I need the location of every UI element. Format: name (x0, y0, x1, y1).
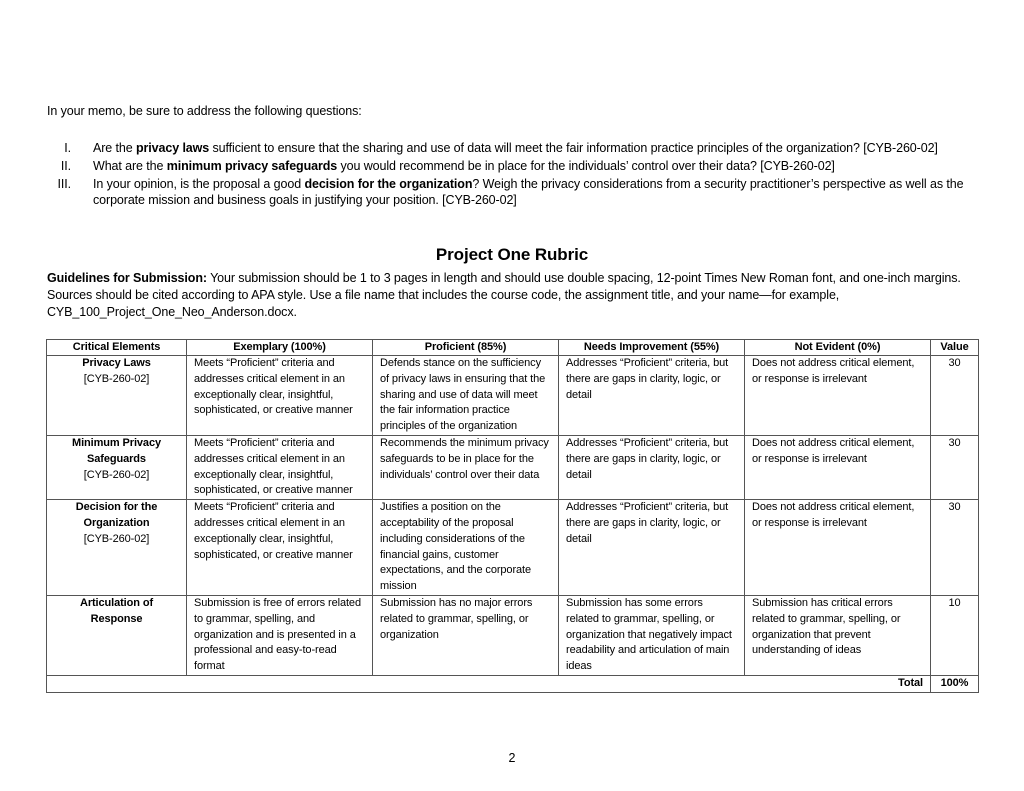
header-exemplary: Exemplary (100%) (187, 340, 373, 356)
not-evident-cell: Submission has critical errors related to grammar, spelling, or organization that prevent understanding of ideas (745, 595, 931, 675)
header-proficient: Proficient (85%) (373, 340, 559, 356)
total-value: 100% (931, 675, 979, 692)
question-keyword: minimum privacy safeguards (166, 159, 338, 173)
question-keyword: privacy laws (135, 141, 210, 155)
question-text-start: What are the (93, 159, 167, 173)
not-evident-cell: Does not address critical element, or response is irrelevant (745, 356, 931, 436)
table-header-row (47, 340, 979, 356)
question-number: III. (57, 177, 71, 191)
question-text-end: ? Weigh the privacy considerations from a security practitioner’s perspective as well as the corporate mission and business goals in justifying your position. [CYB-260-02] (93, 177, 964, 207)
header-not-evident: Not Evident (0%) (745, 340, 931, 356)
critical-element-cell (47, 435, 187, 499)
header-value: Value (931, 340, 979, 356)
critical-element-code: [CYB-260-02] (83, 468, 150, 481)
value-cell: 30 (931, 500, 979, 596)
table-row (47, 595, 979, 675)
table-row (47, 500, 979, 596)
critical-element-cell (47, 500, 187, 596)
critical-element-name: Decision for the Organization (75, 501, 158, 529)
needs-improvement-cell: Addresses “Proficient” criteria, but there are gaps in clarity, logic, or detail (559, 356, 745, 436)
critical-element-code: [CYB-260-02] (83, 372, 150, 385)
question-text-start: Are the (93, 141, 136, 155)
question-list (47, 140, 982, 210)
exemplary-cell: Meets “Proficient” criteria and addresses critical element in an exceptionally clear, insightful, sophisticated, or creative manner (187, 435, 373, 499)
question-item (47, 158, 982, 174)
rubric-title: Project One Rubric (435, 245, 589, 264)
question-keyword: decision for the organization (304, 177, 473, 191)
value-cell: 30 (931, 356, 979, 436)
question-text-start: In your opinion, is the proposal a good (93, 177, 305, 191)
proficient-cell: Justifies a position on the acceptability of the proposal including considerations of the financial gains, customer expectations, and the corporate mission (373, 500, 559, 596)
critical-element-code: [CYB-260-02] (83, 532, 150, 545)
question-number: II. (60, 159, 71, 173)
header-critical-elements: Critical Elements (47, 340, 187, 356)
critical-element-cell (47, 595, 187, 675)
needs-improvement-cell: Submission has some errors related to grammar, spelling, or organization that negatively impact readability and articulation of main ideas (559, 595, 745, 675)
not-evident-cell: Does not address critical element, or response is irrelevant (745, 435, 931, 499)
guidelines-label: Guidelines for Submission: (47, 271, 207, 285)
table-row (47, 435, 979, 499)
needs-improvement-cell: Addresses “Proficient” criteria, but there are gaps in clarity, logic, or detail (559, 500, 745, 596)
total-label: Total (47, 675, 931, 692)
question-text-end: sufficient to ensure that the sharing and use of data will meet the fair information practice principles of the organization? [CYB-260-02] (209, 141, 938, 155)
value-cell: 10 (931, 595, 979, 675)
table-row (47, 356, 979, 436)
proficient-cell: Defends stance on the sufficiency of privacy laws in ensuring that the sharing and use of data will meet the fair information practice principles of the organization (373, 356, 559, 436)
question-item (47, 176, 982, 208)
value-cell: 30 (931, 435, 979, 499)
proficient-cell: Submission has no major errors related to grammar, spelling, or organization (373, 595, 559, 675)
critical-element-name: Articulation of Response (79, 596, 154, 625)
guidelines-text: Your submission should be 1 to 3 pages in length and should use double spacing, 12-point Times New Roman font, and one-inch margins. Sources should be cited according to APA style. Use a file name that includes the course code, the assignment title, and your name—for example, CYB_100_Project_One_Neo_Anderson.docx. (47, 271, 961, 319)
critical-element-name: Minimum Privacy Safeguards (72, 436, 161, 465)
question-number: I. (64, 141, 71, 155)
question-item (47, 140, 982, 156)
critical-element-cell (47, 356, 187, 436)
not-evident-cell: Does not address critical element, or response is irrelevant (745, 500, 931, 596)
header-needs-improvement: Needs Improvement (55%) (559, 340, 745, 356)
question-text-end: you would recommend be in place for the individuals’ control over their data? [CYB-260-02] (337, 159, 835, 173)
submission-guidelines (47, 270, 982, 321)
page-number: 2 (508, 751, 516, 765)
rubric-table (46, 339, 979, 693)
proficient-cell: Recommends the minimum privacy safeguards to be in place for the individuals’ control over their data (373, 435, 559, 499)
needs-improvement-cell: Addresses “Proficient” criteria, but there are gaps in clarity, logic, or detail (559, 435, 745, 499)
exemplary-cell: Meets “Proficient” criteria and addresses critical element in an exceptionally clear, insightful, sophisticated, or creative manner (187, 356, 373, 436)
exemplary-cell: Submission is free of errors related to grammar, spelling, and organization and is presented in a professional and easy-to-read format (187, 595, 373, 675)
critical-element-name: Privacy Laws (82, 357, 151, 369)
memo-intro: In your memo, be sure to address the following questions: (47, 104, 362, 118)
total-row (47, 675, 979, 692)
exemplary-cell: Meets “Proficient” criteria and addresses critical element in an exceptionally clear, insightful, sophisticated, or creative manner (187, 500, 373, 596)
